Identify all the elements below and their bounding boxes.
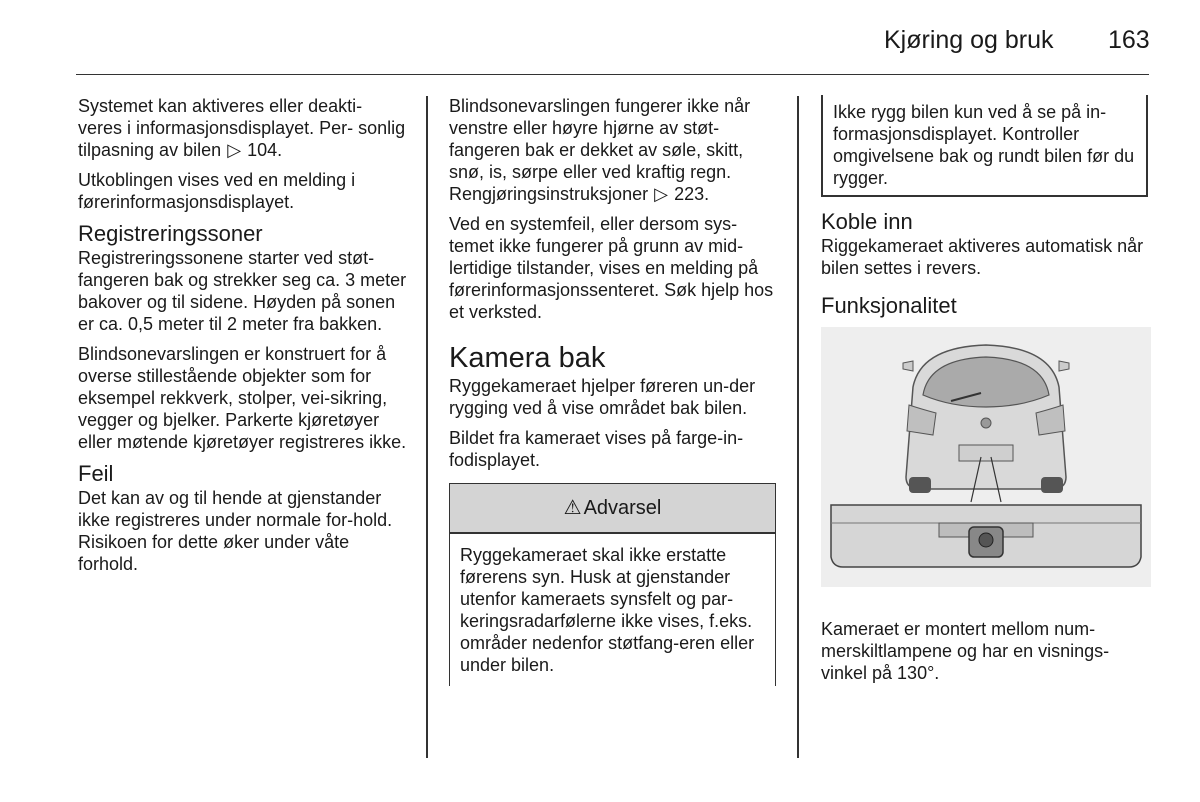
paragraph-text: Blindsonevarslingen fungerer ikke når venstre eller høyre hjørne av støt-fangeren bak er dekket av søle, skitt, snø, is, sørpe eller ved kraftig regn. Rengjøringsinstruksjoner <box>449 96 751 204</box>
paragraph-text: Systemet kan aktiveres eller deakti- veres i informasjonsdisplayet. Per- sonlig tilpasning av bilen <box>78 96 406 160</box>
page-reference: 104. <box>247 140 283 160</box>
column-1 <box>78 95 408 583</box>
heading-koble-inn: Koble inn <box>821 209 913 234</box>
paragraph-blind-spot-limits <box>449 95 779 205</box>
paragraph-zones: Registreringssonene starter ved støt-fangeren bak og strekker seg ca. 3 meter bakover og til sidene. Høyden på sonen er ca. 0,5 meter til 2 meter fra bakken. <box>78 248 407 334</box>
page-reference: 223. <box>674 184 710 204</box>
paragraph-stationary-objects: Blindsonevarslingen er konstruert for å overse stillestående objekter som for eksempel rekkverk, stolper, vei-sikring, vegger og bjelker. Parkerte kjøretøyer eller møtende kjøretøyer registreres ikke. <box>78 344 407 452</box>
paragraph-koble-inn: Riggekameraet aktiveres automatisk når bilen settes i revers. <box>821 236 1144 278</box>
rear-camera-illustration <box>821 327 1151 587</box>
paragraph-feil: Det kan av og til hende at gjenstander ikke registreres under normale for-hold. Risikoen for dette øker under våte forhold. <box>78 488 393 574</box>
heading-feil: Feil <box>78 461 114 486</box>
paragraph-camera-intro: Ryggekameraet hjelper føreren un-der rygging ved å vise området bak bilen. <box>449 376 756 418</box>
column-2 <box>449 95 779 686</box>
warning-note-continued: Ikke rygg bilen kun ved å se på in-formasjonsdisplayet. Kontroller omgivelsene bak og rundt bilen før du rygger. <box>821 95 1148 197</box>
paragraph-activation <box>78 95 408 161</box>
page-number: 163 <box>1108 26 1150 54</box>
page-reference-arrow-icon: ▷ <box>227 140 242 160</box>
paragraph-camera-display: Bildet fra kameraet vises på farge-in-fodisplayet. <box>449 428 744 470</box>
warning-box <box>449 483 776 686</box>
heading-registreringssoner: Registreringssoner <box>78 221 263 246</box>
column-divider-1 <box>426 96 428 758</box>
heading-funksjonalitet: Funksjonalitet <box>821 293 957 318</box>
heading-kamera-bak: Kamera bak <box>449 342 606 374</box>
header-rule <box>76 74 1149 75</box>
paragraph-disable-message: Utkoblingen vises ved en melding i førerinformasjonsdisplayet. <box>78 170 356 212</box>
warning-triangle-icon: ⚠ <box>563 497 582 519</box>
page-reference-arrow-icon: ▷ <box>654 184 669 204</box>
warning-title: Advarsel <box>583 497 662 519</box>
paragraph-camera-mount: Kameraet er montert mellom num-merskiltlampene og har en visnings-vinkel på 130°. <box>821 619 1110 683</box>
warning-text: Ryggekameraet skal ikke erstatte førerens syn. Husk at gjenstander utenfor kameraets synsfelt og par-keringsradarfølerne ikke vises, f.eks. områder nedenfor støtfang-eren eller under bilen. <box>460 545 755 675</box>
column-divider-2 <box>797 96 799 758</box>
running-header-title: Kjøring og bruk <box>884 26 1054 54</box>
warning-header <box>450 484 775 534</box>
column-3 <box>821 95 1151 692</box>
paragraph-system-fault: Ved en systemfeil, eller dersom sys-temet ikke fungerer på grunn av mid-lertidige tilstander, vises en melding på førerinformasjonssenteret. Søk hjelp hos et verksted. <box>449 214 774 322</box>
